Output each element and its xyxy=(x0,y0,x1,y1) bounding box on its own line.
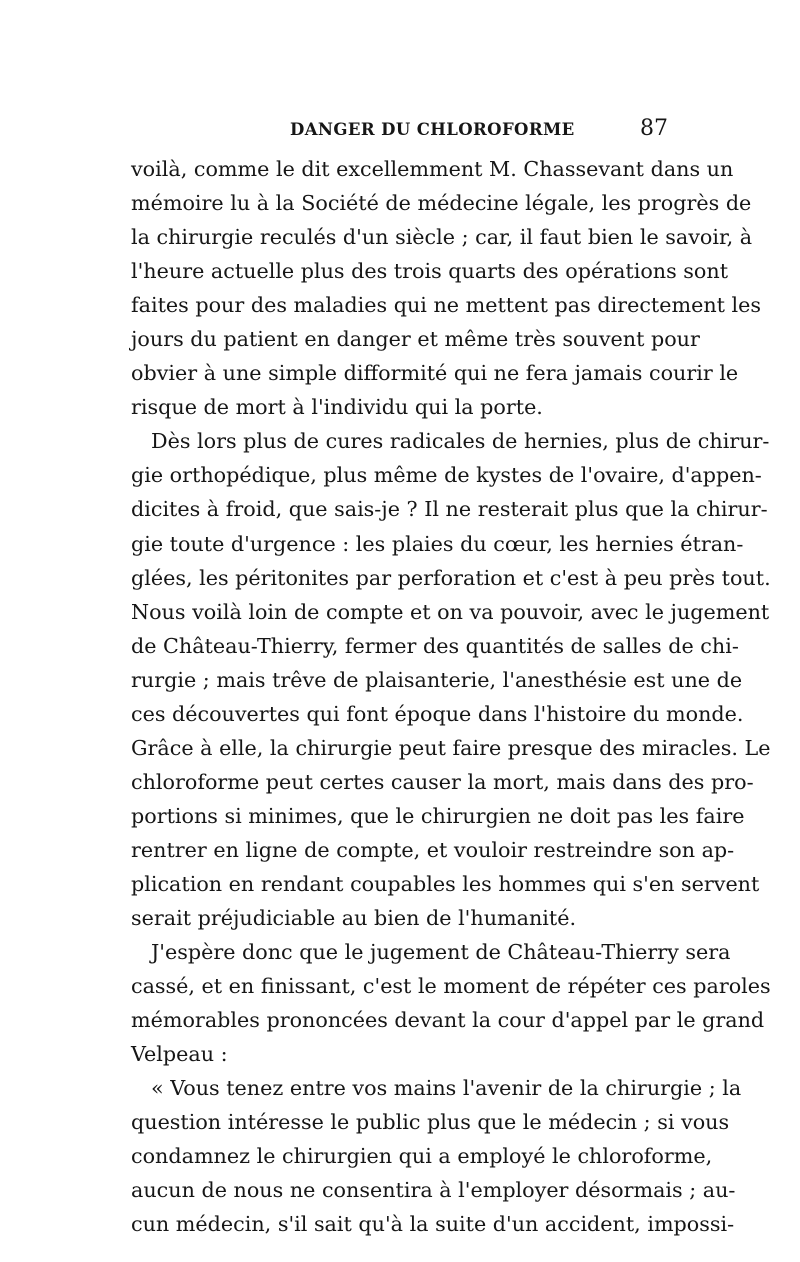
paragraph-first-line: Dès lors plus de cures radicales de hernies, plus de chirur- xyxy=(151,429,770,454)
body-text xyxy=(131,152,771,1242)
text-line: dicites à froid, que sais-je ? Il ne resterait plus que la chirur- xyxy=(131,497,768,522)
running-head xyxy=(131,116,669,144)
text-line: glées, les péritonites par perforation et c'est à peu près tout. xyxy=(131,565,771,590)
text-line: chloroforme peut certes causer la mort, mais dans des pro- xyxy=(131,769,754,794)
text-line: cassé, et en finissant, c'est le moment de répéter ces paroles xyxy=(131,974,771,999)
text-line: mémoire lu à la Société de médecine légale, les progrès de xyxy=(131,191,752,216)
text-line: mémorables prononcées devant la cour d'appel par le grand xyxy=(131,1008,765,1033)
text-line: question intéresse le public plus que le médecin ; si vous xyxy=(131,1110,730,1135)
paragraph-first-line: « Vous tenez entre vos mains l'avenir de la chirurgie ; la xyxy=(151,1076,742,1101)
paragraph-last-line: Velpeau : xyxy=(131,1042,228,1067)
text-line: jours du patient en danger et même très souvent pour xyxy=(131,327,700,352)
text-line: voilà, comme le dit excellemment M. Chassevant dans un xyxy=(131,157,734,181)
text-line: gie toute d'urgence : les plaies du cœur, les hernies étran- xyxy=(131,531,744,556)
text-line: cun médecin, s'il sait qu'à la suite d'un accident, impossi- xyxy=(131,1212,735,1237)
paragraph-last-line: serait préjudiciable au bien de l'humanité. xyxy=(131,906,577,931)
text-line: condamnez le chirurgien qui a employé le chloroforme, xyxy=(131,1144,713,1169)
page-number: 87 xyxy=(640,116,668,141)
text-line: rentrer en ligne de compte, et vouloir restreindre son ap- xyxy=(131,837,735,862)
text-line: faites pour des maladies qui ne mettent pas directement les xyxy=(131,293,762,318)
text-line: aucun de nous ne consentira à l'employer désormais ; au- xyxy=(131,1178,736,1203)
text-line: Grâce à elle, la chirurgie peut faire presque des miracles. Le xyxy=(131,735,771,760)
text-line: gie orthopédique, plus même de kystes de l'ovaire, d'appen- xyxy=(131,463,762,488)
text-line: de Château-Thierry, fermer des quantités de salles de chi- xyxy=(131,633,739,658)
paragraph-last-line: risque de mort à l'individu qui la porte. xyxy=(131,395,543,420)
paragraph-first-line: J'espère donc que le jugement de Château-Thierry sera xyxy=(151,940,731,965)
text-line: Nous voilà loin de compte et on va pouvoir, avec le jugement xyxy=(131,599,770,624)
text-line: l'heure actuelle plus des trois quarts des opérations sont xyxy=(131,259,729,284)
text-line: la chirurgie reculés d'un siècle ; car, il faut bien le savoir, à xyxy=(131,225,753,250)
running-title: DANGER DU CHLOROFORME xyxy=(290,120,575,139)
text-line: rurgie ; mais trêve de plaisanterie, l'anesthésie est une de xyxy=(131,667,743,692)
text-line: plication en rendant coupables les hommes qui s'en servent xyxy=(131,871,760,896)
text-line: obvier à une simple difformité qui ne fera jamais courir le xyxy=(131,361,739,386)
text-line: portions si minimes, que le chirurgien ne doit pas les faire xyxy=(131,803,745,828)
text-line: ces découvertes qui font époque dans l'histoire du monde. xyxy=(131,701,744,726)
